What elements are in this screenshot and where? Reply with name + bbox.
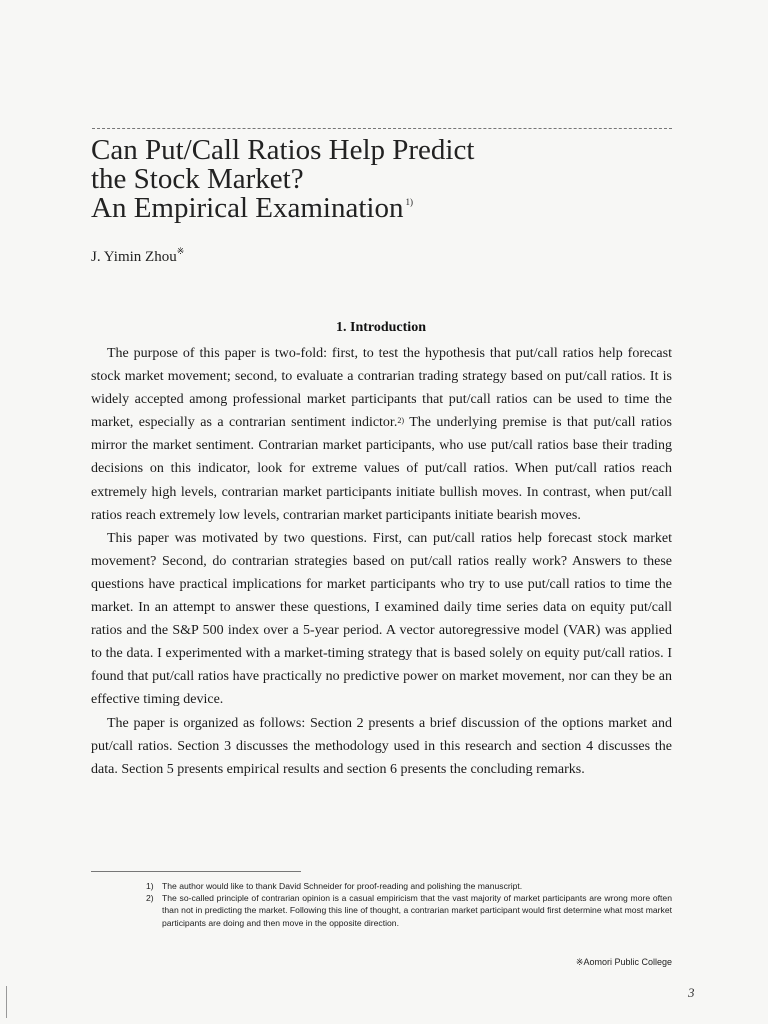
title-line-1: Can Put/Call Ratios Help Predict [91, 134, 475, 166]
footnote-1 [146, 880, 672, 892]
top-rule [92, 128, 672, 129]
author [91, 246, 185, 266]
footnote-2 [146, 892, 672, 929]
title-footnote-mark: 1) [405, 197, 413, 207]
footnote-ref-2: 2) [397, 416, 404, 426]
paper-title [91, 136, 611, 223]
paragraph-1-part-b: The underlying premise is that put/call ratios mirror the market sentiment. Contrarian market participants, who use put/call ratios base their trading decisions on this indicator, look for extreme values of put/call ratios. When put/call ratios reach extremely high levels, contrarian market participants initiate bullish moves. In contrast, when put/call ratios reach extremely low levels, contrarian market participants initiate bearish moves. [91, 415, 673, 523]
section-heading: 1. Introduction [336, 320, 426, 335]
paragraph-1-part-a: The purpose of this paper is two-fold: first, to test the hypothesis that put/call ratios help forecast stock market movement; second, to evaluate a contrarian trading strategy based on put/call ratios. It is widely accepted among professional market participants that put/call ratios can be used to time the market, especially as a contrarian sentiment indictor. [91, 346, 672, 431]
title-line-3-text: An Empirical Examination [91, 192, 404, 224]
footnote-2-text: The so-called principle of contrarian opinion is a casual empiricism that the vast majority of market participants are wrong more often than not in predicting the market. Following this line of thought, a contrarian market participant would first determine what most market participants are doing and then move in the opposite direction. [162, 893, 672, 928]
paragraph-1 [91, 342, 672, 527]
paragraph-3: The paper is organized as follows: Section 2 presents a brief discussion of the options market and put/call ratios. Section 3 discusses the methodology used in this research and section 4 discusses the data. Section 5 presents empirical results and section 6 presents the concluding remarks. [91, 715, 672, 777]
body-text [91, 342, 672, 781]
footnote-2-number: 2) [146, 893, 154, 904]
page-number: 3 [688, 985, 695, 1000]
author-affiliation: ※Aomori Public College [575, 957, 672, 967]
author-mark: ※ [176, 246, 185, 256]
title-line-2: the Stock Market? [91, 163, 304, 195]
footnote-1-text: The author would like to thank David Schneider for proof-reading and polishing the manuscript. [162, 881, 523, 891]
margin-mark [6, 986, 7, 1018]
footnotes [146, 880, 672, 929]
footnote-rule [91, 871, 301, 872]
footnote-1-number: 1) [146, 881, 154, 891]
paragraph-2: This paper was motivated by two questions. First, can put/call ratios help forecast stock market movement? Second, do contrarian strategies based on put/call ratios really work? Answers to these questions have practical implications for market participants who try to use put/call ratios to time the market. In an attempt to answer these questions, I examined daily time series data on equity put/call ratios and the S&P 500 index over a 5-year period. A vector autoregressive model (VAR) was applied to the data. I experimented with a market-timing strategy that is based solely on equity put/call ratios. I found that put/call ratios have practically no predictive power on market movement, nor can they be an effective timing device. [91, 530, 672, 708]
author-name: J. Yimin Zhou [91, 249, 177, 265]
title-line-3 [91, 194, 611, 223]
